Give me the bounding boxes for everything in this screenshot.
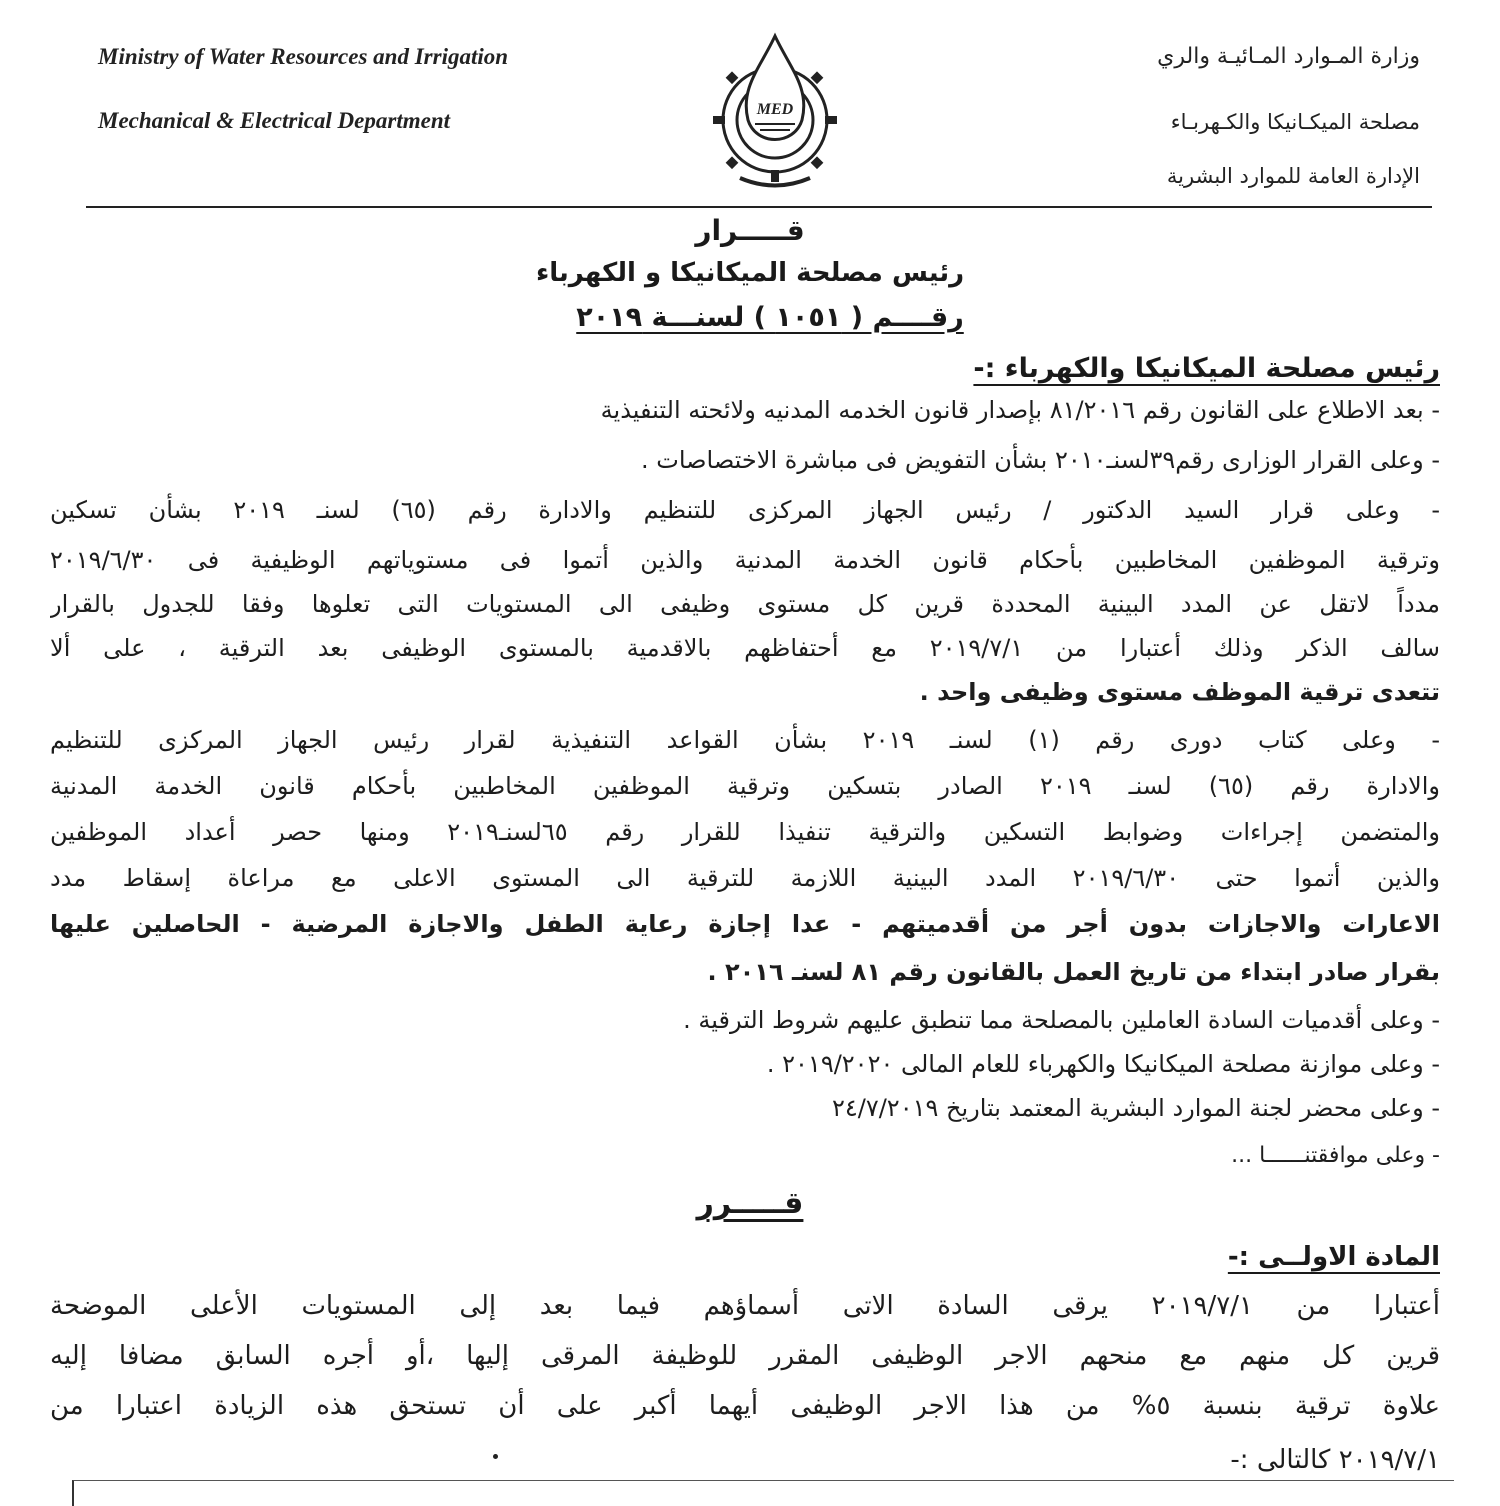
- stray-mark: [493, 1454, 498, 1459]
- decision-title: قـــــرار: [695, 214, 805, 247]
- department-name-ar: مصلحة الميكـانيكا والكـهربـاء: [1170, 110, 1420, 134]
- header-divider: [86, 206, 1432, 208]
- preamble-line: وترقية الموظفين المخاطبين بأحكام قانون الخدمة المدنية والذين أتموا فى مستوياتهم الوظيفية فى ٢٠١٩/٦/٣٠: [50, 546, 1440, 574]
- article-1-line: أعتبارا من ٢٠١٩/٧/١ يرقى السادة الاتى أسماؤهم فيما بعد إلى المستويات الأعلى الموضحة: [50, 1291, 1440, 1321]
- preamble-line: - وعلى القرار الوزارى رقم٣٩لسنـ٢٠١٠ بشأن التفويض فى مباشرة الاختصاصات .: [641, 446, 1440, 474]
- article-1-line: ٢٠١٩/٧/١ كالتالى :-: [1230, 1445, 1440, 1475]
- preamble-line: بقرار صادر ابتداء من تاريخ العمل بالقانون رقم ٨١ لسنـ ٢٠١٦ .: [707, 958, 1440, 986]
- ministry-name-en: Ministry of Water Resources and Irrigation: [98, 44, 509, 69]
- preamble-line: والذين أتموا حتى ٢٠١٩/٦/٣٠ المدد البينية اللازمة للترقية الى المستوى الاعلى مع مراعاة إسقاط مدد: [50, 864, 1440, 892]
- preamble-line: - وعلى موافقتنــــــا ...: [1231, 1143, 1440, 1168]
- preamble-line: - وعلى محضر لجنة الموارد البشرية المعتمد بتاريخ ٢٤/٧/٢٠١٩: [831, 1094, 1440, 1122]
- logo-text: MED: [756, 101, 794, 118]
- preamble-line: - وعلى أقدميات السادة العاملين بالمصلحة مما تنطبق عليهم شروط الترقية .: [683, 1006, 1440, 1034]
- preamble-heading: رئيس مصلحة الميكانيكا والكهرباء :-: [973, 353, 1440, 384]
- preamble-line: - وعلى قرار السيد الدكتور / رئيس الجهاز المركزى للتنظيم والادارة رقم (٦٥) لسنـ ٢٠١٩ بشأن تسكين: [50, 496, 1440, 524]
- hr-administration-ar: الإدارة العامة للموارد البشرية: [1166, 164, 1420, 188]
- preamble-line: - وعلى كتاب دورى رقم (١) لسنـ ٢٠١٩ بشأن القواعد التنفيذية لقرار رئيس الجهاز المركزى للتنظيم: [50, 726, 1440, 754]
- preamble-line: تتعدى ترقية الموظف مستوى وظيفى واحد .: [919, 678, 1440, 706]
- department-logo: [700, 28, 850, 193]
- decision-number: رقــــم ( ١٠٥١ ) لسنـــة ٢٠١٩: [576, 302, 964, 333]
- preamble-line: سالف الذكر وذلك أعتبارا من ٢٠١٩/٧/١ مع أحتفاظهم بالاقدمية بالمستوى الوظيفى بعد الترقية ، على ألا: [50, 634, 1440, 662]
- preamble-line: - وعلى موازنة مصلحة الميكانيكا والكهرباء للعام المالى ٢٠١٩/٢٠٢٠ .: [766, 1050, 1440, 1078]
- decided-heading: قـــــرر: [696, 1186, 804, 1221]
- article-1-heading: المادة الاولــى :-: [1227, 1242, 1440, 1272]
- preamble-line: - بعد الاطلاع على القانون رقم ٨١/٢٠١٦ بإصدار قانون الخدمه المدنيه ولائحته التنفيذية: [600, 396, 1440, 424]
- preamble-line: والمتضمن إجراءات وضوابط التسكين والترقية تنفيذا للقرار رقم ٦٥لسنـ٢٠١٩ ومنها حصر أعداد الموظفين: [50, 818, 1440, 846]
- preamble-line: والادارة رقم (٦٥) لسنـ ٢٠١٩ الصادر بتسكين وترقية الموظفين المخاطبين بأحكام قانون الخدمة المدنية: [50, 772, 1440, 800]
- ministry-name-ar: وزارة المـوارد المـائيـة والري: [1157, 44, 1420, 69]
- decision-issuer: رئيس مصلحة الميكانيكا و الكهرباء: [535, 258, 965, 288]
- preamble-line: الاعارات والاجازات بدون أجر من أقدميتهم - عدا إجازة رعاية الطفل والاجازة المرضية - الحاصلين عليها: [50, 910, 1440, 938]
- article-1-line: قرين كل منهم مع منحهم الاجر الوظيفى المقرر للوظيفة المرقى إليها ،أو أجره السابق مضافا إليه: [50, 1341, 1440, 1371]
- article-1-line: علاوة ترقية بنسبة ٥% من هذا الاجر الوظيفى أيهما أكبر على أن تستحق هذه الزيادة اعتبارا من: [50, 1391, 1440, 1421]
- preamble-line: مدداً لاتقل عن المدد البينية المحددة قرين كل مستوى وظيفى الى المستويات التى تعلوها وفقا للجدول بالقرار: [50, 590, 1440, 618]
- page-frame-edge: [72, 1480, 1454, 1506]
- department-name-en: Mechanical & Electrical Department: [98, 108, 450, 133]
